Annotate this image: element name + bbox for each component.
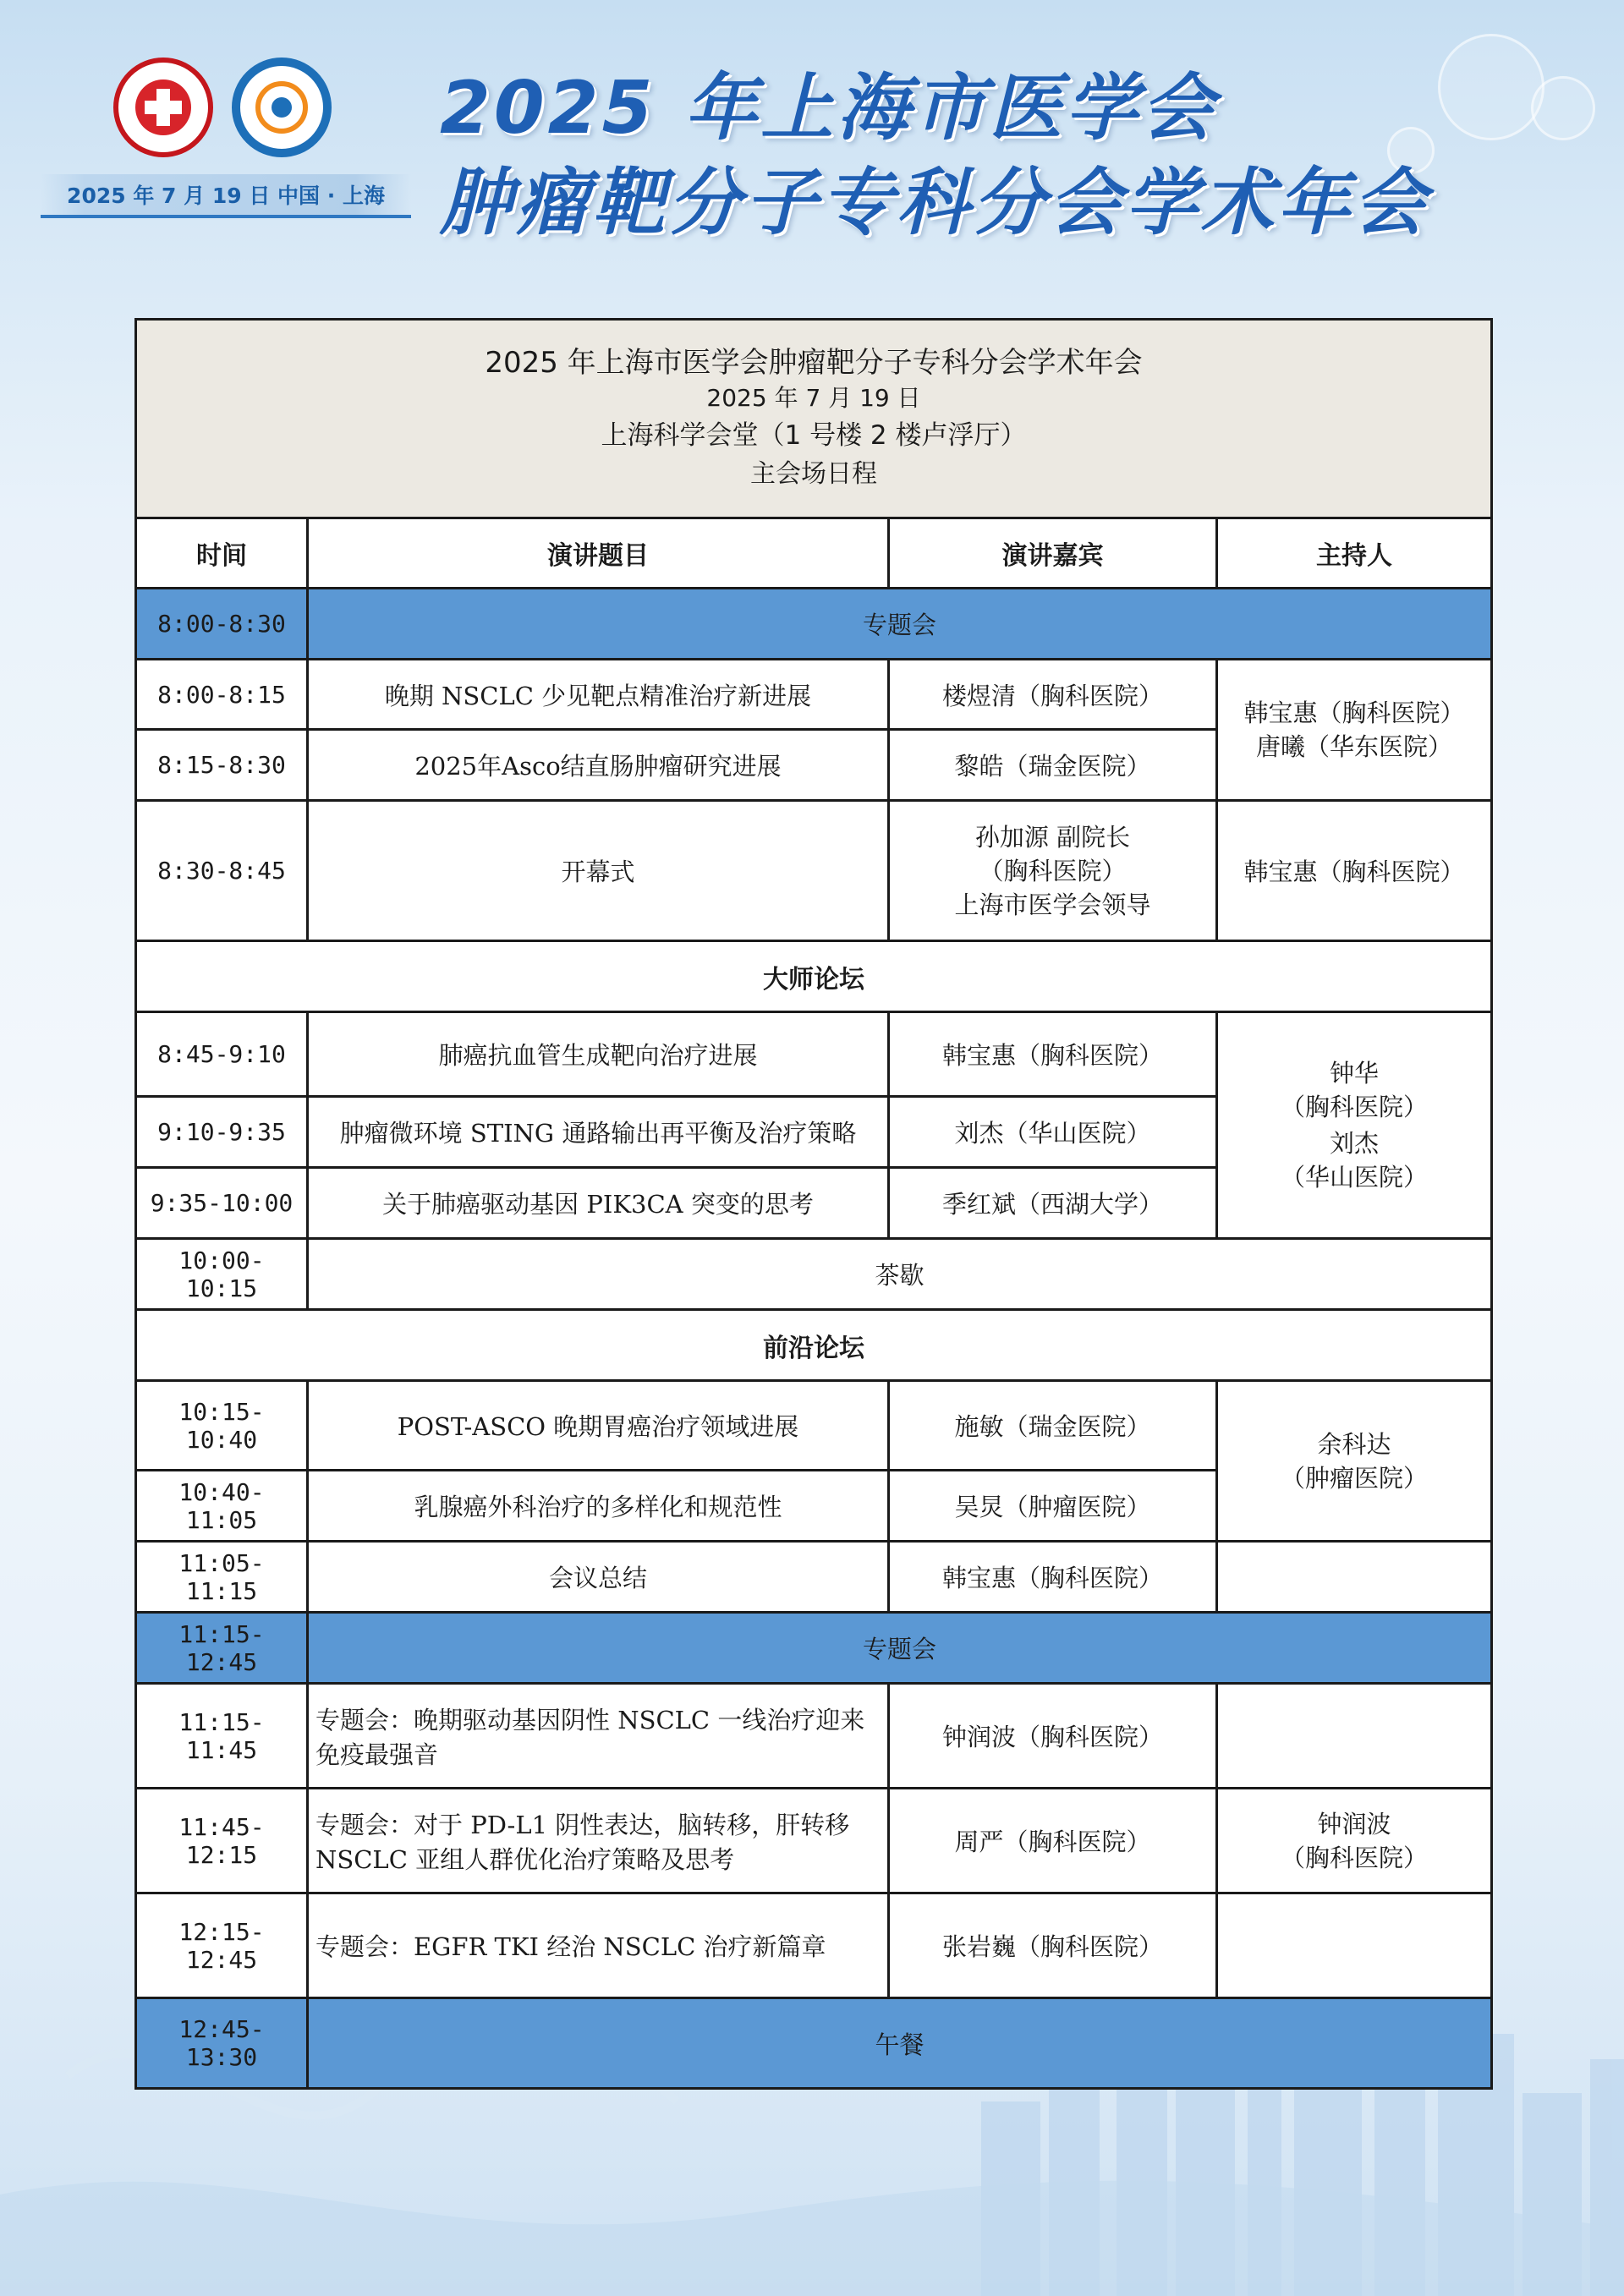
- time-cell: 12:15-12:45: [136, 1893, 308, 1998]
- time-cell: 8:30-8:45: [136, 801, 308, 941]
- schedule-header: [136, 320, 1492, 518]
- speaker-cell: 吴炅（肿瘤医院）: [889, 1471, 1217, 1542]
- oncology-society-logo: [232, 58, 332, 157]
- time-cell: 11:45-12:15: [136, 1789, 308, 1893]
- break-label: 茶歇: [308, 1239, 1492, 1310]
- column-header-speaker: 演讲嘉宾: [889, 518, 1217, 589]
- host-cell: [1217, 1381, 1492, 1542]
- time-cell: 10:00-10:15: [136, 1239, 308, 1310]
- speaker-name: 孙加源 副院长: [974, 822, 1131, 852]
- speaker-cell: 楼煜清（胸科医院）: [889, 660, 1217, 730]
- host-cell-empty: [1217, 1893, 1492, 1998]
- host-name: 唐曦（华东医院）: [1256, 732, 1453, 761]
- table-row: [136, 1012, 1492, 1097]
- schedule-title: 2025 年上海市医学会肿瘤靶分子专科分会学术年会: [485, 346, 1143, 380]
- host-cell: [1217, 660, 1492, 801]
- host-name: 韩宝惠（胸科医院）: [1243, 699, 1465, 727]
- time-cell: 11:15-12:45: [136, 1613, 308, 1684]
- host-cell: [1217, 1012, 1492, 1239]
- host-name: 刘杰: [1330, 1129, 1380, 1158]
- lunch-label: 午餐: [308, 1998, 1492, 2089]
- table-row: [136, 1239, 1492, 1310]
- topic-cell: 乳腺癌外科治疗的多样化和规范性: [308, 1471, 889, 1542]
- schedule-table: [134, 318, 1493, 2090]
- table-row: [136, 660, 1492, 730]
- section-row: [136, 941, 1492, 1012]
- table-row: [136, 1998, 1492, 2089]
- topic-cell: 关于肺癌驱动基因 PIK3CA 突变的思考: [308, 1168, 889, 1239]
- time-cell: 12:45-13:30: [136, 1998, 308, 2089]
- host-affiliation: （胸科医院）: [1281, 1093, 1429, 1121]
- speaker-cell: 季红斌（西湖大学）: [889, 1168, 1217, 1239]
- schedule-header-row: [136, 320, 1492, 518]
- speaker-cell: [889, 801, 1217, 941]
- time-cell: 9:35-10:00: [136, 1168, 308, 1239]
- column-header-host: 主持人: [1217, 518, 1492, 589]
- host-cell-empty: [1217, 1542, 1492, 1613]
- speaker-cell: 刘杰（华山医院）: [889, 1097, 1217, 1168]
- schedule-subtitle: 主会场日程: [750, 459, 878, 489]
- topic-cell: 开幕式: [308, 801, 889, 941]
- time-cell: 10:15-10:40: [136, 1381, 308, 1471]
- host-name: 钟华: [1330, 1059, 1380, 1088]
- speaker-cell: 钟润波（胸科医院）: [889, 1684, 1217, 1789]
- speaker-cell: 韩宝惠（胸科医院）: [889, 1542, 1217, 1613]
- host-name: 钟润波: [1317, 1809, 1391, 1838]
- time-cell: 8:15-8:30: [136, 730, 308, 801]
- session-label: 专题会: [308, 1613, 1492, 1684]
- table-row: [136, 1789, 1492, 1893]
- host-name: 余科达: [1317, 1429, 1391, 1459]
- speaker-cell: 周严（胸科医院）: [889, 1789, 1217, 1893]
- time-cell: 9:10-9:35: [136, 1097, 308, 1168]
- topic-cell: 会议总结: [308, 1542, 889, 1613]
- speaker-cell: 黎皓（瑞金医院）: [889, 730, 1217, 801]
- time-cell: 11:05-11:15: [136, 1542, 308, 1613]
- shanghai-medical-association-logo: [113, 58, 213, 157]
- schedule-date: 2025 年 7 月 19 日: [706, 384, 921, 412]
- speaker-cell: 韩宝惠（胸科医院）: [889, 1012, 1217, 1097]
- time-cell: 8:00-8:15: [136, 660, 308, 730]
- host-cell-empty: [1217, 1684, 1492, 1789]
- section-title: 前沿论坛: [136, 1310, 1492, 1381]
- table-row: [136, 1542, 1492, 1613]
- table-row: [136, 1893, 1492, 1998]
- date-location-ribbon: 2025 年 7 月 19 日 中国 · 上海: [41, 174, 411, 218]
- host-affiliation: （肿瘤医院）: [1281, 1463, 1429, 1493]
- conference-header: [0, 0, 1624, 254]
- topic-cell: 2025年Asco结直肠肿瘤研究进展: [308, 730, 889, 801]
- host-cell: 韩宝惠（胸科医院）: [1217, 801, 1492, 941]
- speaker-affiliation: （胸科医院）: [979, 856, 1127, 885]
- time-cell: 11:15-11:45: [136, 1684, 308, 1789]
- table-row: [136, 589, 1492, 660]
- section-title: 大师论坛: [136, 941, 1492, 1012]
- speaker-cell: 张岩巍（胸科医院）: [889, 1893, 1217, 1998]
- column-header-time: 时间: [136, 518, 308, 589]
- schedule-venue: 上海科学会堂（1 号楼 2 楼卢浮厅）: [601, 420, 1027, 451]
- topic-cell: 肿瘤微环境 STING 通路输出再平衡及治疗策略: [308, 1097, 889, 1168]
- time-cell: 8:45-9:10: [136, 1012, 308, 1097]
- session-label: 专题会: [308, 589, 1492, 660]
- topic-cell: 专题会：对于 PD-L1 阴性表达，脑转移，肝转移 NSCLC 亚组人群优化治疗策略及思考: [308, 1789, 889, 1893]
- topic-cell: 专题会：晚期驱动基因阴性 NSCLC 一线治疗迎来免疫最强音: [308, 1684, 889, 1789]
- time-cell: 10:40-11:05: [136, 1471, 308, 1542]
- table-row: [136, 1613, 1492, 1684]
- header-title-line1: 2025 年上海市医学会: [440, 66, 1218, 151]
- table-row: [136, 801, 1492, 941]
- table-row: [136, 1381, 1492, 1471]
- table-row: [136, 1684, 1492, 1789]
- column-header-row: [136, 518, 1492, 589]
- host-affiliation: （胸科医院）: [1281, 1843, 1429, 1872]
- host-affiliation: （华山医院）: [1281, 1163, 1429, 1192]
- time-cell: 8:00-8:30: [136, 589, 308, 660]
- host-cell: [1217, 1789, 1492, 1893]
- column-header-topic: 演讲题目: [308, 518, 889, 589]
- header-title-line2: 肿瘤靶分子专科分会学术年会: [440, 161, 1429, 245]
- topic-cell: POST-ASCO 晚期胃癌治疗领域进展: [308, 1381, 889, 1471]
- section-row: [136, 1310, 1492, 1381]
- topic-cell: 肺癌抗血管生成靶向治疗进展: [308, 1012, 889, 1097]
- topic-cell: 专题会：EGFR TKI 经治 NSCLC 治疗新篇章: [308, 1893, 889, 1998]
- speaker-cell: 施敏（瑞金医院）: [889, 1381, 1217, 1471]
- speaker-name: 上海市医学会领导: [954, 890, 1151, 919]
- topic-cell: 晚期 NSCLC 少见靶点精准治疗新进展: [308, 660, 889, 730]
